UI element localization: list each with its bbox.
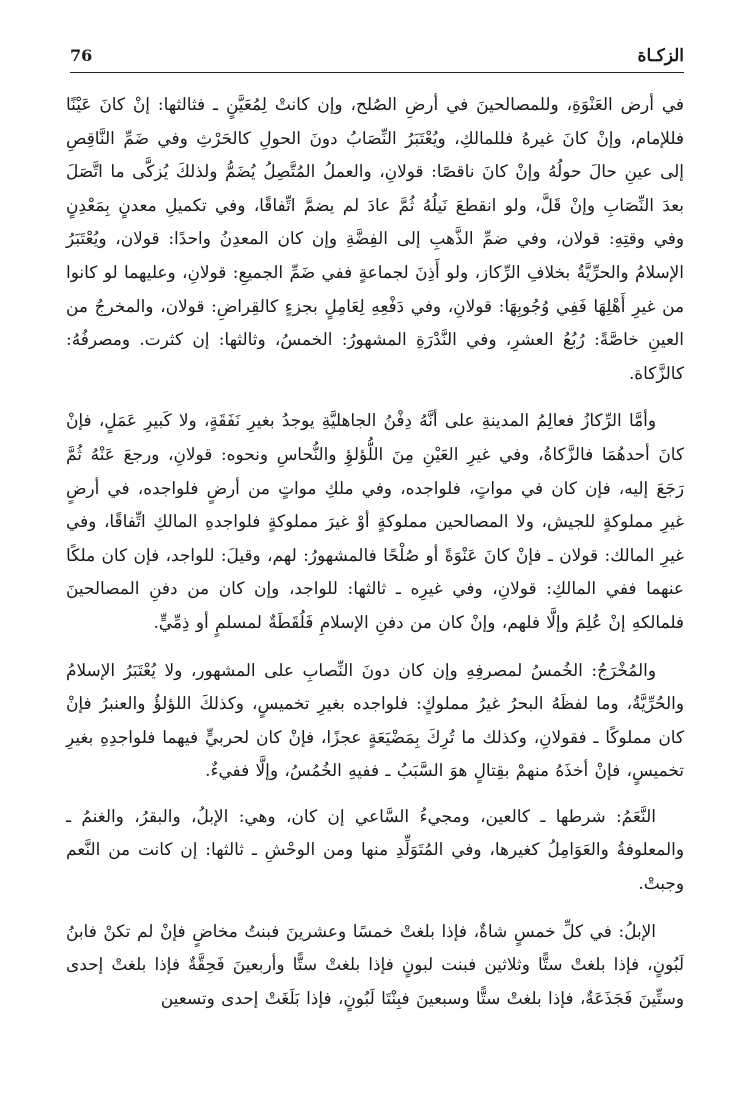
- paragraph-2: وأمَّا الرِّكازُ فعالِمُ المدينةِ على أنَّهُ دِفْنُ الجاهليَّةِ يوجدُ بغيرِ نَفَقَةٍ، ولا كَبيرِ عَمَلٍ، فإنْ كانَ أحدهُمَا فالزَّكاةُ، وفي غيرِ العَيْنِ مِنَ اللُّؤلؤِ والنُّحاسِ ونحوه: قولانِ، ورجعَ عَنْهُ ثُمَّ رَجَعَ إليه، فإن كان في مواتٍ، فلواجده، وفي ملكِ مواتٍ من أرضٍ فلواجده، في أرضٍ غيرِ مملوكةٍ للجيش، ولا المصالحين مملوكةٍ أوْ غيرَ مملوكةٍ فلواجدهِ المالكِ اتِّفاقًا، وفي غيرِ المالك: قولان ـ فإنْ كانَ عَنْوَةً أو صُلْحًا فالمشهورُ: لهم، وقيلَ: للواجد، فإن كان ملكًا عنهما ففي المالكِ: قولانِ، وفي غيرِه ـ ثالثها: للواجد، وإن كان من دفنِ المصالحينَ فلمالكهِ إنْ عُلِمَ وإلَّا فلهم، وإنْ كان من دفنِ الإسلامِ فَلُقَطَةٌ لمسلمٍ أو ذِمِّيٍّ.: [66, 410, 684, 632]
- page-body: [66, 88, 684, 1077]
- chapter-title: الزكـاة: [637, 46, 684, 66]
- running-header: [70, 40, 684, 73]
- paragraph-1: في أرض العَنْوَةِ، وللمصالحينَ في أرضِ الصُلح، وإن كانتْ لِمُعَيَّنٍ ـ فثالثها: إنْ كانَ عَيْنًا فللإمام، وإنْ كانَ غيرهُ فللمالكِ، ويُعْتَبَرُ النِّصَابُ دونَ الحولِ كالحَرْثِ وفي ضَمِّ النَّاقِصِ إلى عينِ حالَ حولُهُ وإنْ كانَ ناقصًا: قولانِ، والعملُ المُتَّصِلُ يُضَمُّ ولذلكَ يُزكَّى ما اتَّصَلَ بعدَ النِّصَابِ وإنْ قَلَّ، ولو انقطعَ نَيلُهُ ثُمَّ عادَ لم يضمَّ اتِّفاقًا، وفي تكميلِ معدنٍ بِمَعْدِنٍ وفي وقتِهِ: قولان، وفي ضمِّ الذَّهبِ إلى الفِضَّةِ وإن كان المعدِنُ واحدًا: قولان، ويُعْتَبَرُ الإسلامُ والحرِّيَّةُ بخلافِ الرِّكاز، ولو أَذِنَ لجماعةٍ ففي ضَمِّ الجميعِ: قولانِ، وعليهما لو كانوا من غيرِ أَهْلِهَا فَفِي وُجُوبِهَا: قولانِ، وفي دَفْعِهِ لِعَامِلٍ بجزءٍ كالقِراضِ: قولان، والمخرجُ من العينِ خاصَّةً: رُبُعُ العشرِ، وفي النَّدْرَةِ المشهورُ: الخمسُ، وثالثها: إن كثرت. ومصرفُهُ: كالزَّكاة.: [66, 94, 684, 383]
- page-number: 76: [70, 46, 93, 65]
- paragraph-5: الإبلُ: في كلِّ خمسٍ شاةٌ، فإذا بلغتْ خمسًا وعشرينَ فبنتُ مخاضٍ فإنْ لم تكنْ فابنُ لَبُونٍ، فإذا بلغتْ ستًّا وثلاثين فبنت لبونٍ فإذا بلغتْ ستًّا وأربعينَ فَحِقَّةٌ فإذا بلغتْ إحدى وستِّينَ فَجَذَعَةٌ، فإذا بلغتْ ستًّا وسبعينَ فبِنْتَا لَبُونٍ، فإذا بَلَغَتْ إحدى وتسعين: [66, 920, 684, 1008]
- paragraph-4: النَّعَمُ: شرطها ـ كالعين، ومجيءُ السَّاعي إن كان، وهي: الإبلُ، والبقرُ، والغنمُ ـ والمعلوفةُ والعَوَامِلُ كغيرها، وفي المُتَوَلِّدِ منها ومن الوحْشِ ـ ثالثها: إن كانت من النَّعم وجبتْ.: [66, 805, 684, 894]
- paragraph-3: والمُخْرَجُ: الخُمسُ لمصرفِهِ وإن كان دونَ النِّصابِ على المشهور، ولا يُعْتَبَرُ الإسلامُ والحُرِّيَّةُ، وما لفظَهُ البحرُ غيرُ مملوكٍ: فلواجده بغيرِ تخميسٍ، وكذلكَ اللؤلؤُ والعنبرُ فإنْ كان مملوكًا ـ فقولانِ، وكذلك ما تُرِكَ بِمَضْيَعَةٍ عجزًا، فإنْ كان لحربيٍّ فيهما فلواجدِهِ بغيرِ تخميسٍ، فإنْ أخذَهُ منهمْ بقِتالٍ هوَ السَّبَبُ ـ ففيهِ الخُمُسُ، وإلَّا ففيءٌ.: [66, 659, 684, 781]
